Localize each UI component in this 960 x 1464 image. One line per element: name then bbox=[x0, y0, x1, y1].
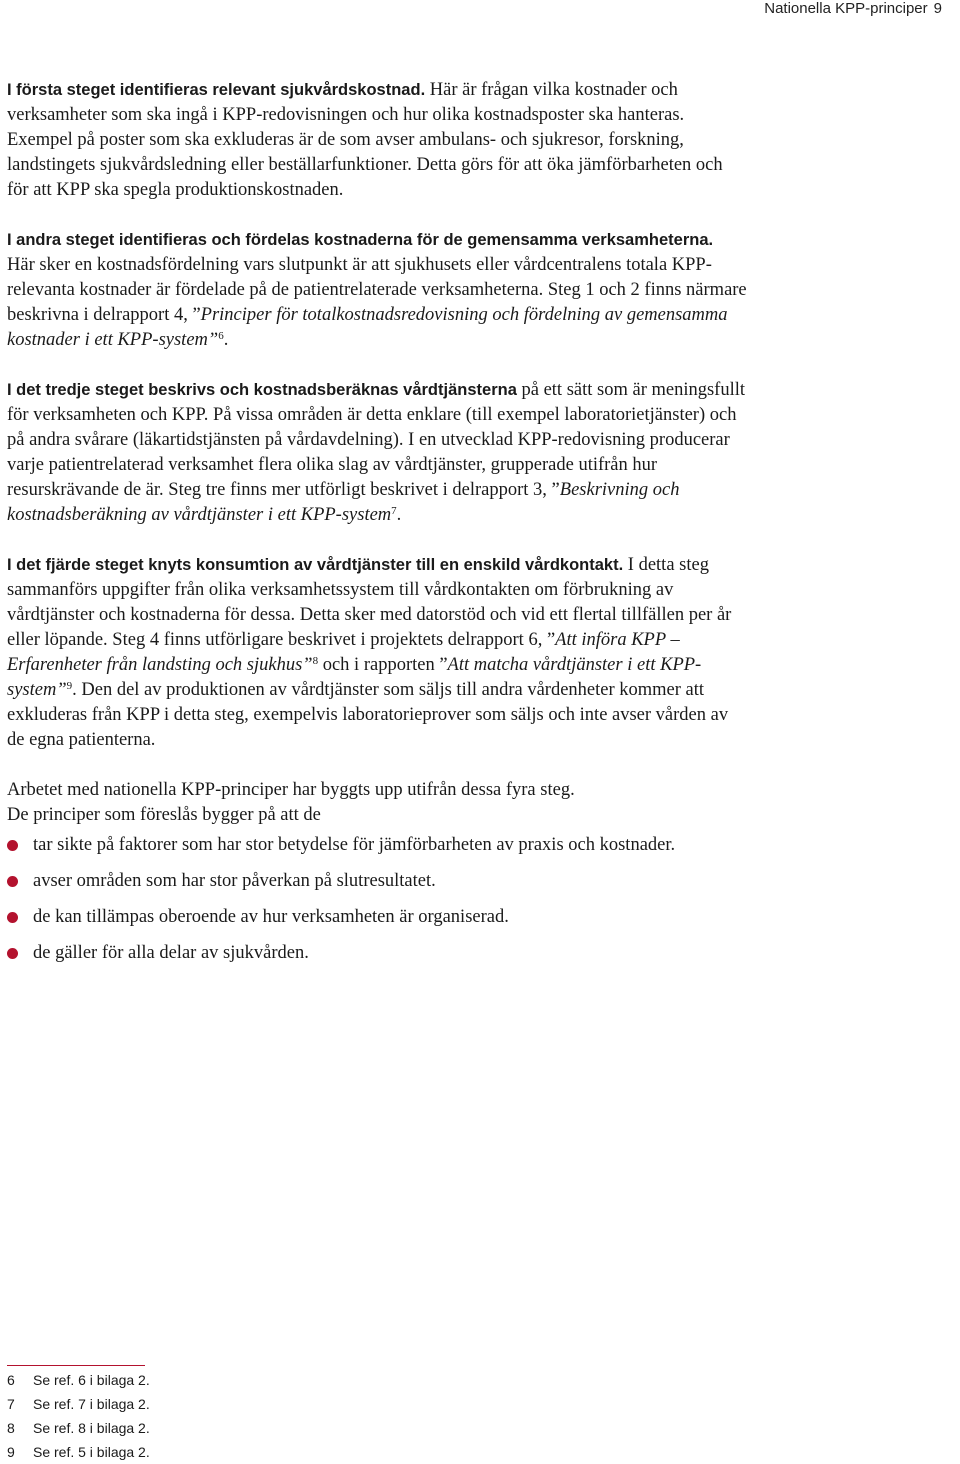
list-item: de kan tillämpas oberoende av hur verksamheten är organiserad. bbox=[7, 905, 747, 930]
document-title: Nationella KPP-principer bbox=[764, 0, 928, 17]
footnote: 7 Se ref. 7 i bilaga 2. bbox=[7, 1396, 150, 1412]
footnote-ref-6: 6 bbox=[218, 330, 224, 342]
list-item: avser områden som har stor påverkan på slutresultatet. bbox=[7, 869, 747, 894]
step-2-report-title: Principer för totalkostnadsredovisning och fördelning av gemensamma kostnader i ett KPP-system bbox=[7, 305, 728, 350]
footnote: 9 Se ref. 5 i bilaga 2. bbox=[7, 1444, 150, 1460]
page-number: 9 bbox=[933, 0, 942, 17]
bullet-icon bbox=[7, 840, 18, 851]
paragraph-step-3: I det tredje steget beskrivs och kostnadsberäknas vårdtjänsterna på ett sätt som är meningsfullt för verksamheten och KPP. På vissa områden är detta enklare (till exempel laboratorietjänster) och på andra svårare (läkartidstjänsten på vårdavdelning). I en utvecklad KPP-redovisning producerar varje patientrelaterad verksamhet flera olika slag av vårdtjänster, grupperade utifrån hur resurskrävande de är. Steg tre finns mer utförligt beskrivet i delrapport 3, ”Beskrivning och kostnadsberäkning av vårdtjänster i ett KPP-system$^7$. bbox=[7, 380, 745, 525]
step-3-text: på ett sätt som är meningsfullt för verksamheten och KPP. På vissa områden är detta enklare (till exempel laboratorietjänster) och på andra svårare (läkartidstjänsten på vårdavdelning). I en utvecklad KPP-redovisning producerar varje patientrelaterad verksamhet flera olika slag av vårdtjänster, grupperade utifrån hur resurskrävande de är. Steg tre finns mer utförligt beskrivet i delrapport 3, ” bbox=[7, 380, 745, 500]
footnotes bbox=[7, 1365, 150, 1464]
list-item: tar sikte på faktorer som har stor betydelse för jämförbarheten av praxis och kostnader. bbox=[7, 833, 747, 858]
footnote: 8 Se ref. 8 i bilaga 2. bbox=[7, 1420, 150, 1436]
step-4-lead: I det fjärde steget knyts konsumtion av vårdtjänster till en enskild vårdkontakt. bbox=[7, 556, 624, 574]
footnote-ref-8: 8 bbox=[312, 655, 319, 667]
bullet-icon bbox=[7, 912, 18, 923]
step-1-text: Här är frågan vilka kostnader och verksamheter som ska ingå i KPP-redovisningen och hur olika kostnadsposter ska hanteras. Exempel på poster som ska exkluderas är de som avser ambulans- och sjukresor, forskning, landstingets sjukvårdsledning eller beställarfunktioner. Detta görs för att öka jämförbarheten och för att KPP ska spegla produktionskostnaden. bbox=[7, 80, 723, 200]
footnote-ref-7: 7 bbox=[391, 505, 397, 517]
bullet-icon bbox=[7, 948, 18, 959]
footnote-divider bbox=[7, 1365, 145, 1366]
step-2-lead: I andra steget identifieras och fördelas kostnaderna för de gemensamma verksamheterna. bbox=[7, 231, 714, 249]
step-4-text-2: . Den del av produktionen av vårdtjänster som säljs till andra vårdenheter kommer att exkluderas från KPP i detta steg, exempelvis laboratorieprover som säljs och inte avser vården av de egna patienterna. bbox=[7, 680, 729, 750]
step-4-text: I detta steg sammanförs uppgifter från olika verksamhetssystem till vårdkontakten om förbrukning av vårdtjänster och kostnaderna för dessa. Detta sker med datorstöd och vid ett flertal tillfällen per år eller löpande. Steg 4 finns utförligare beskrivet i projektets delrapport 6, ” bbox=[7, 555, 732, 650]
paragraph-step-2: I andra steget identifieras och fördelas kostnaderna för de gemensamma verksamheterna. Här sker en kostnadsfördelning vars slutpunkt är att sjukhusets eller vårdcentralens totala KPP-relevanta kostnader är fördelade på de patientrelaterade verksamheterna. Steg 1 och 2 finns närmare beskrivna i delrapport 4, ”Principer för totalkostnadsredovisning och fördelning av gemensamma kostnader i ett KPP-system”$^6$. bbox=[7, 231, 747, 350]
step-3-lead: I det tredje steget beskrivs och kostnadsberäknas vårdtjänsterna bbox=[7, 381, 517, 399]
list-item: de gäller för alla delar av sjukvården. bbox=[7, 941, 747, 966]
paragraph-step-1 bbox=[7, 78, 747, 203]
summary-line-2: De principer som föreslås bygger på att de bbox=[7, 805, 321, 825]
footnote-ref-9: 9 bbox=[66, 680, 73, 692]
step-1-lead: I första steget identifieras relevant sjukvårdskostnad. bbox=[7, 81, 426, 99]
paragraph-summary bbox=[7, 778, 747, 828]
summary-line-1: Arbetet med nationella KPP-principer har byggts upp utifrån dessa fyra steg. bbox=[7, 780, 575, 800]
body-text bbox=[7, 78, 747, 977]
step-3-report-title: Beskrivning och kostnadsberäkning av vårdtjänster i ett KPP-system bbox=[7, 480, 680, 525]
step-2-text: Här sker en kostnadsfördelning vars slutpunkt är att sjukhusets eller vårdcentralens totala KPP-relevanta kostnader är fördelade på de patientrelaterade verksamheterna. Steg 1 och 2 finns närmare beskrivna i delrapport 4, ” bbox=[7, 255, 747, 325]
step-4-report-title-2: Att matcha vårdtjänster i ett KPP-system bbox=[7, 655, 702, 700]
step-4-report-title-1: Att införa KPP – Erfarenheter från landsting och sjukhus bbox=[7, 630, 680, 675]
principles-list bbox=[7, 833, 747, 966]
bullet-icon bbox=[7, 876, 18, 887]
running-header bbox=[764, 0, 942, 18]
footnote: 6 Se ref. 6 i bilaga 2. bbox=[7, 1372, 150, 1388]
paragraph-step-4: I det fjärde steget knyts konsumtion av vårdtjänster till en enskild vårdkontakt. I detta steg sammanförs uppgifter från olika verksamhetssystem till vårdkontakten om förbrukning av vårdtjänster och kostnaderna för dessa. Detta sker med datorstöd och vid ett flertal tillfällen per år eller löpande. Steg 4 finns utförligare beskrivet i projektets delrapport 6, ”Att införa KPP – Erfarenheter från landsting och sjukhus”$^8$ och i rapporten ”Att matcha vårdtjänster i ett KPP-system”$^9$. Den del av produktionen av vårdtjänster som säljs till andra vårdenheter kommer att exkluderas från KPP i detta steg, exempelvis laboratorieprover som säljs och inte avser vården av de egna patienterna. bbox=[7, 555, 732, 750]
